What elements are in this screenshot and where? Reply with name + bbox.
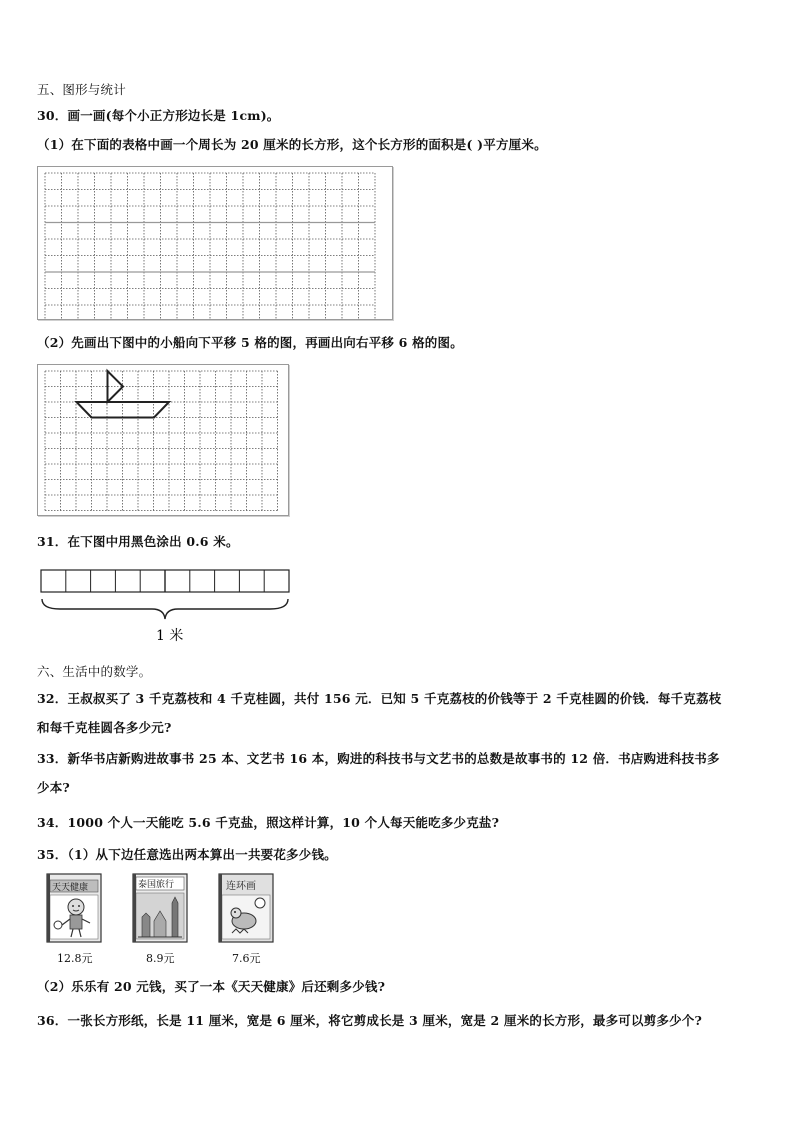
book-tiantian-jiankang: [46, 873, 104, 945]
price-book-3: 7.6元: [232, 952, 261, 965]
book-lianhuanhua: [218, 873, 276, 945]
question-33-line-1: 33．新华书店新购进故事书 25 本、文艺书 16 本，购进的科技书与文艺书的总数是故事书的 12 倍．书店购进科技书多: [37, 751, 720, 766]
price-book-1: 12.8元: [57, 952, 93, 965]
question-34: 34．1000 个人一天能吃 5.6 千克盐，照这样计算，10 个人每天能吃多少克盐?: [37, 815, 500, 830]
question-30-part-2: （2）先画出下图中的小船向下平移 5 格的图，再画出向右平移 6 格的图。: [37, 335, 463, 350]
price-book-2: 8.9元: [146, 952, 175, 965]
meter-ruler: [40, 569, 292, 649]
question-35-part-1: 35．（1）从下边任意选出两本算出一共要花多少钱。: [37, 847, 337, 862]
ruler-label: 1 米: [156, 628, 184, 644]
section-6-title: 六、生活中的数学。: [37, 664, 152, 679]
drawing-grid-1[interactable]: [37, 166, 393, 320]
question-35-part-2: （2）乐乐有 20 元钱，买了一本《天天健康》后还剩多少钱?: [37, 979, 386, 994]
question-32-line-1: 32．王叔叔买了 3 千克荔枝和 4 千克桂圆，共付 156 元．已知 5 千克荔枝的价钱等于 2 千克桂圆的价钱．每千克荔枝: [37, 691, 722, 706]
drawing-grid-2[interactable]: [37, 364, 289, 516]
book-taiguo-lvxing: [132, 873, 190, 945]
question-31-title: 31．在下图中用黑色涂出 0.6 米。: [37, 534, 239, 549]
svg-text:天天健康: 天天健康: [52, 883, 89, 893]
brace-icon: [42, 599, 288, 619]
svg-text:连环画: 连环画: [226, 881, 256, 892]
question-36: 36．一张长方形纸，长是 11 厘米，宽是 6 厘米，将它剪成长是 3 厘米，宽是 2 厘米的长方形，最多可以剪多少个?: [37, 1013, 703, 1028]
section-5-title: 五、图形与统计: [37, 82, 126, 97]
question-32-line-2: 和每千克桂圆各多少元?: [37, 720, 172, 735]
question-30-part-1: （1）在下面的表格中画一个周长为 20 厘米的长方形，这个长方形的面积是( )平方厘米。: [37, 137, 547, 152]
grid-2-lines: [38, 365, 288, 515]
question-33-line-2: 少本?: [37, 780, 70, 795]
svg-text:泰国旅行: 泰国旅行: [138, 880, 175, 890]
question-30-title: 30．画一画(每个小正方形边长是 1cm)。: [37, 108, 280, 123]
grid-1-lines: [38, 167, 392, 319]
